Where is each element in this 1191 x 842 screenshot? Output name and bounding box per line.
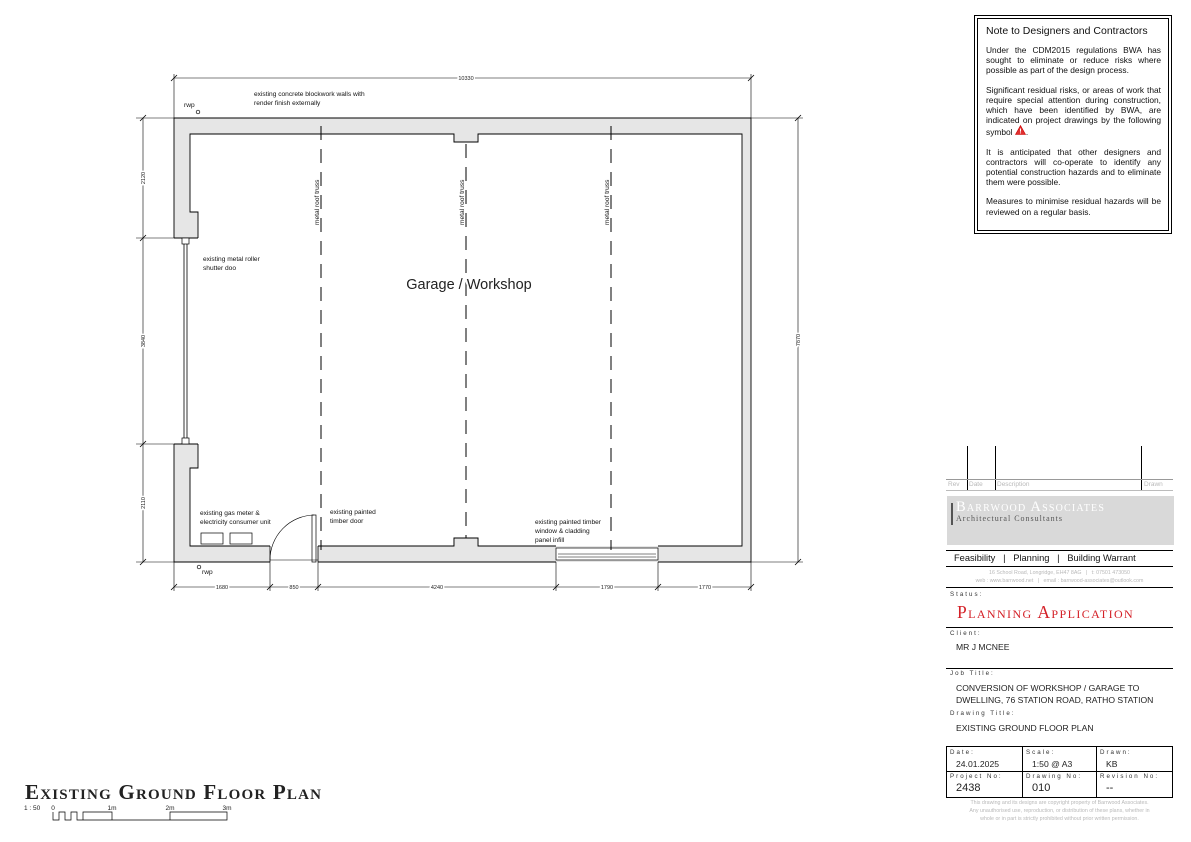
- revision-no-value: --: [1106, 782, 1114, 794]
- door-swing: [270, 515, 314, 560]
- services-top-line: [946, 550, 1173, 551]
- note-paragraph-3: It is anticipated that other designers and contractors will co-operate to identify any potential construction hazards and to eliminate them were possible.: [986, 146, 1161, 188]
- drawing-title-label: Drawing Title:: [950, 710, 1016, 717]
- annot-shutter-1: existing metal roller: [203, 256, 260, 263]
- dim-bottom-2: 850: [289, 585, 299, 591]
- annot-door-2: timber door: [330, 518, 364, 525]
- status-top-line: [946, 587, 1173, 588]
- note-paragraph-1: Under the CDM2015 regulations BWA has sought to eliminate or reduce risks where possible as part of the design process.: [986, 45, 1161, 76]
- wall-inner-line: [174, 134, 742, 546]
- company-subtitle: Architectural Consultants: [956, 514, 1063, 523]
- client-top-line: [946, 627, 1173, 628]
- dim-top: 10330: [458, 76, 474, 82]
- annot-window-3: panel infill: [535, 537, 565, 544]
- drawing-title: Existing Ground Floor Plan: [25, 780, 323, 804]
- status-value: Planning Application: [957, 602, 1135, 622]
- job-top-line: [946, 668, 1173, 669]
- dim-bottom-1: 1680: [215, 585, 229, 591]
- annot-shutter-2: shutter doo: [203, 265, 236, 272]
- rev-header-line: [946, 479, 1173, 480]
- drawing-no-value: 010: [1032, 782, 1051, 794]
- services-bottom-line: [946, 566, 1173, 567]
- scale-label-1: 1m: [107, 805, 117, 812]
- annot-window-1: existing painted timber: [535, 519, 601, 526]
- scale-bar-line: [53, 812, 227, 820]
- scale-label: Scale:: [1026, 749, 1056, 756]
- rev-header-rev: Rev: [948, 481, 960, 488]
- room-label: Garage / Workshop: [406, 277, 532, 293]
- info-grid-bottom-line: [946, 797, 1173, 798]
- scale-label-0: 0: [51, 805, 55, 812]
- dim-bottom-5: 1770: [698, 585, 712, 591]
- annot-rwp-bottom: rwp: [202, 569, 213, 576]
- company-banner: [947, 496, 1174, 545]
- truss-label-3: metal roof truss: [604, 179, 611, 225]
- rev-bottom-line: [946, 490, 1173, 491]
- status-label: Status:: [950, 591, 984, 598]
- designer-note-box: [974, 15, 1172, 234]
- pier-bottom: [454, 538, 478, 546]
- company-name: Barrwood Associates: [956, 499, 1106, 515]
- scale-value: 1:50 @ A3: [1032, 759, 1073, 769]
- date-value: 24.01.2025: [956, 759, 1000, 769]
- dim-bottom-3: 4240: [430, 585, 444, 591]
- company-web: web : www.barrwood.net | email : barrwood-associates@outlook.com: [975, 578, 1144, 584]
- dim-bottom-4: 1790: [600, 585, 614, 591]
- hazard-warning-icon: [1015, 125, 1029, 138]
- note-paragraph-4: Measures to minimise residual hazards will be reviewed on a regular basis.: [986, 196, 1161, 217]
- copyright-line-2: Any unauthorised use, reproduction, or distribution of these plans, whether in: [969, 808, 1150, 814]
- truss-label-1: metal roof truss: [314, 179, 321, 225]
- annot-door-1: existing painted: [330, 509, 376, 516]
- company-address: 16 School Road, Longridge, EH47 8AG | t: 07501 473050: [989, 570, 1130, 576]
- info-grid-col-line-1: [1022, 746, 1023, 797]
- drawn-value: KB: [1106, 759, 1118, 769]
- annot-walls-1: existing concrete blockwork walls with: [254, 91, 365, 98]
- shutter-guide-bottom: [182, 438, 189, 444]
- client-label: Client:: [950, 630, 982, 637]
- rev-header-drawn: Drawn: [1144, 481, 1163, 488]
- project-no-label: Project No:: [950, 773, 1003, 780]
- scale-bar: [24, 805, 232, 820]
- scale-ratio: 1 : 50: [24, 805, 41, 812]
- copyright-line-3: whole or in part is strictly prohibited without prior written permission.: [980, 816, 1139, 822]
- rwp-top-icon: [196, 110, 200, 114]
- designer-note-inner: [977, 18, 1169, 231]
- info-grid-middle-line: [946, 771, 1173, 772]
- dim-right: 7870: [796, 333, 802, 347]
- rev-col-line-2: [995, 446, 996, 490]
- rev-header-date: Date: [969, 481, 983, 488]
- drawn-label: Drawn:: [1100, 749, 1132, 756]
- shutter-guide-top: [182, 238, 189, 244]
- scale-label-2: 2m: [165, 805, 175, 812]
- annot-gas-1: existing gas meter &: [200, 510, 260, 517]
- truss-label-2: metal roof truss: [459, 179, 466, 225]
- scale-label-3: 3m: [222, 805, 232, 812]
- rwp-bottom-icon: [197, 565, 201, 569]
- note-paragraph-2-end: .: [1025, 127, 1029, 138]
- consumer-unit-box: [230, 533, 252, 544]
- job-title-line-1: CONVERSION OF WORKSHOP / GARAGE TO: [956, 683, 1140, 693]
- gas-meter-box: [201, 533, 223, 544]
- annot-gas-2: electricity consumer unit: [200, 519, 271, 526]
- title-block: [946, 446, 1173, 826]
- annot-walls-2: render finish externally: [254, 100, 321, 107]
- note-paragraph-2: [986, 85, 1161, 138]
- info-grid-right-line: [1172, 746, 1173, 797]
- dim-left-middle: 3840: [141, 334, 147, 348]
- job-title-label: Job Title:: [950, 670, 995, 677]
- date-label: Date:: [950, 749, 975, 756]
- rev-col-line-3: [1141, 446, 1142, 490]
- annot-rwp-top: rwp: [184, 102, 195, 109]
- copyright-line-1: This drawing and its designs are copyright property of Barrwood Associates.: [970, 800, 1149, 806]
- door-leaf: [312, 515, 316, 562]
- note-paragraph-2-text: Significant residual risks, or areas of work that require special attention during construction, which have been identified by BWA, are indicated on project drawings by the following symbol: [986, 84, 1161, 138]
- pier-top: [454, 134, 478, 142]
- rev-header-description: Description: [997, 481, 1030, 488]
- info-grid-col-line-2: [1096, 746, 1097, 797]
- dim-left-upper: 2120: [141, 171, 147, 185]
- revision-no-label: Revision No:: [1100, 773, 1160, 780]
- note-title: Note to Designers and Contractors: [986, 25, 1148, 37]
- banner-rule: [951, 503, 953, 525]
- services-line: Feasibility | Planning | Building Warrant: [954, 553, 1136, 563]
- job-title-line-2: DWELLING, 76 STATION ROAD, RATHO STATION: [956, 695, 1154, 705]
- dim-left-lower: 2110: [141, 497, 147, 509]
- drawing-no-label: Drawing No:: [1026, 773, 1083, 780]
- rev-col-line-1: [967, 446, 968, 490]
- project-no-value: 2438: [956, 782, 981, 794]
- info-grid-top-line: [946, 746, 1173, 747]
- drawing-title-value: EXISTING GROUND FLOOR PLAN: [956, 723, 1094, 733]
- info-grid-left-line: [946, 746, 947, 797]
- client-value: MR J MCNEE: [956, 642, 1010, 652]
- annot-window-2: window & cladding: [535, 528, 590, 535]
